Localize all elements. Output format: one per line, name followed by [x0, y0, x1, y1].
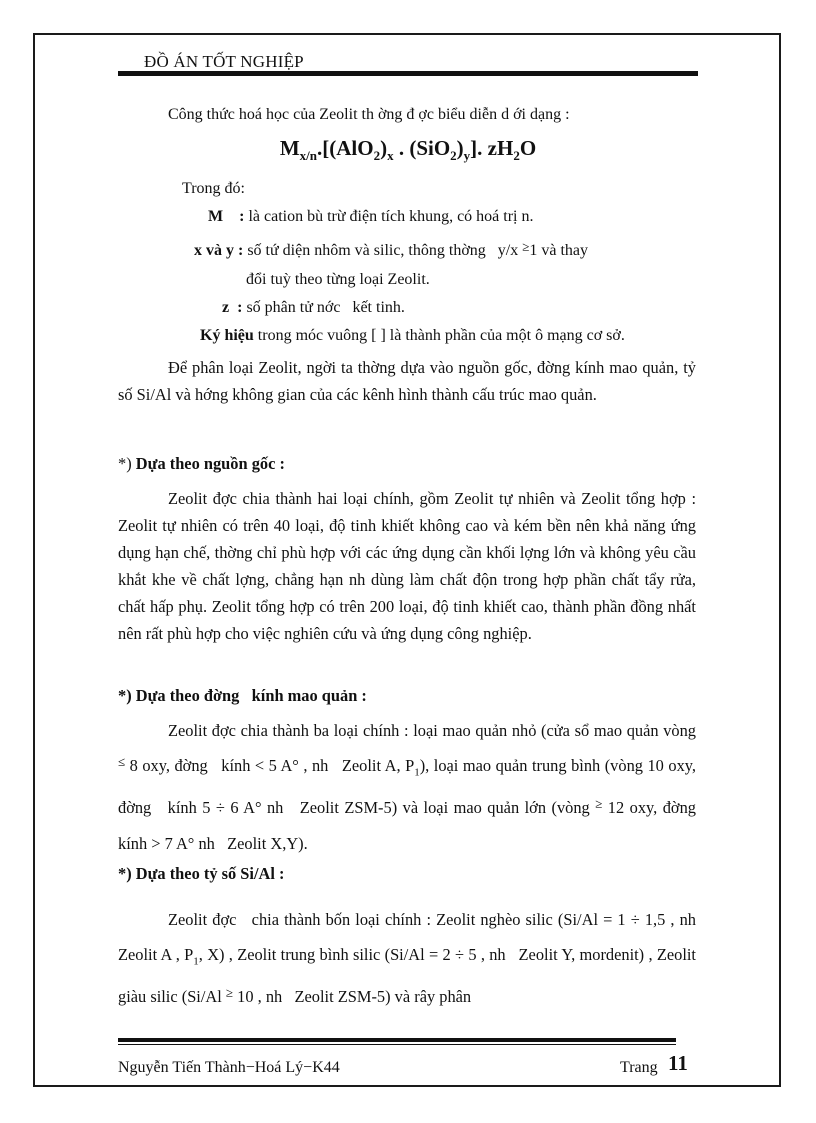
pore-text-c: ), loại mao quản trung bình (vòng 10 oxy, đờng kính 5 ÷ 6 A° nh Zeolit ZSM-5) và loại mao quản lớn (vòng [118, 756, 701, 818]
ratio-ge-symbol: ≥ [225, 985, 234, 1001]
paragraph-classification: Để phân loại Zeolit, ngời ta thờng dựa vào nguồn gốc, đờng kính mao quản, tỷ số Si/Al và hớng không gian của các kênh hình thành cấu trúc mao quản. [118, 358, 696, 404]
formula-part1: .[(AlO [317, 136, 374, 160]
intro-line: Công thức hoá học của Zeolit th ờng đ ợc biểu diễn d ới dạng : [168, 106, 570, 123]
paragraph-origin: Zeolit đợc chia thành hai loại chính, gồm Zeolit tự nhiên và Zeolit tổng hợp : Zeolit tự nhiên có trên 40 loại, độ tinh khiết không cao và kém bền nên khả năng ứng dụng hạn chế, thờng chỉ phù hợp với các ứng dụng cần khối lợng lớn và không yêu cầu khắt khe về chất lợng, chẳng hạn nh dùng làm chất độn trong hợp phần chất tẩy rửa, chất hấp phụ. Zeolit tổng hợp có trên 200 loại, độ tinh khiết cao, thành phần đồng nhất nên rất phù hợp cho việc nghiên cứu và ứng dụng công nghiệp. [118, 489, 696, 643]
formula-part2: ) [380, 136, 388, 160]
section-pore-title: *) Dựa theo đờng kính mao quản : [118, 686, 367, 705]
ratio-text-b: , X) , Zeolit trung bình silic (Si/Al = 2 ÷ 5 , nh Zeolit Y, mordenit) , Zeolit giàu silic (Si/Al [118, 945, 701, 1007]
definition-z-desc: số phân tử nớc kết tinh. [242, 299, 405, 316]
definition-symbol-term: Ký hiệu [200, 327, 254, 344]
section-origin-prefix: *) [118, 454, 136, 473]
definition-xy-term: x và y : [194, 242, 244, 259]
formula-m: M [279, 136, 300, 160]
footer-page-number: 11 [668, 1051, 688, 1075]
section-heading-ratio [118, 864, 284, 884]
paragraph-pore [118, 713, 709, 861]
formula-sub-2c: 2 [513, 148, 520, 164]
definition-m-desc: là cation bù trừ điện tích khung, có hoá trị n. [244, 208, 534, 225]
formula-sub-2a: 2 [373, 148, 381, 164]
section-ratio-title: *) Dựa theo tỷ số Si/Al : [118, 864, 285, 883]
formula-sub-y: y [463, 148, 471, 164]
definition-symbol-desc: trong móc vuông [ ] là thành phần của một ô mạng cơ sở. [253, 327, 625, 344]
formula-sub-x: x [387, 148, 394, 164]
definition-symbol [200, 326, 625, 346]
pore-ge-symbol: ≥ [595, 796, 603, 812]
definition-m-term: M : [208, 208, 245, 225]
formula-sub-m: x/n [299, 148, 317, 164]
definition-z-term: z : [222, 299, 243, 316]
paragraph-ratio [118, 902, 709, 1015]
definition-xy-continuation: đổi tuỳ theo từng loại Zeolit. [246, 271, 430, 288]
formula-part4: ) [456, 136, 464, 160]
definition-xy-desc2: 1 và thay [529, 242, 589, 259]
where-label: Trong đó: [182, 180, 245, 197]
formula-sub-2b: 2 [450, 148, 457, 164]
formula [0, 136, 816, 164]
formula-part3: . (SiO [393, 136, 451, 160]
ratio-text-c: 10 , nh Zeolit ZSM-5) và rây phân [233, 987, 472, 1007]
footer-rule-thick [118, 1038, 676, 1042]
ratio-text-a: Zeolit đợc chia thành bốn loại chính : Zeolit nghèo silic (Si/Al = 1 ÷ 1,5 , nh Zeolit A , P [118, 910, 709, 964]
pore-le-symbol: ≤ [118, 754, 126, 769]
pore-text-d: 12 oxy, đờng kính > 7 A° nh Zeolit X,Y). [118, 798, 709, 854]
definition-m [208, 207, 533, 227]
footer-page-label: Trang [620, 1059, 658, 1076]
footer-author: Nguyễn Tiến Thành−Hoá Lý−K44 [118, 1059, 340, 1076]
definition-xy-desc: số tứ diện nhôm và silic, thông thờng y/x [243, 242, 523, 259]
pore-text-b: 8 oxy, đờng kính < 5 A° , nh Zeolit A, P [125, 756, 415, 775]
pore-sub-1: 1 [414, 766, 420, 779]
formula-part5: ]. zH [470, 136, 514, 160]
section-heading-pore [118, 686, 367, 706]
definition-z [222, 298, 405, 318]
header-rule-thick [118, 72, 698, 76]
definition-xy-symbol: ≥ [522, 239, 530, 254]
section-origin-title: Dựa theo nguồn gốc : [135, 454, 285, 473]
ratio-sub-1: 1 [193, 955, 199, 968]
header-title: ĐỒ ÁN TỐT NGHIỆP [144, 52, 304, 71]
definition-xy [194, 241, 588, 261]
footer-rule-thin [118, 1044, 676, 1045]
section-heading-origin [118, 454, 285, 474]
formula-part6: O [519, 136, 537, 160]
pore-text-a: Zeolit đợc chia thành ba loại chính : loại mao quản nhỏ (cửa sổ mao quản vòng [168, 721, 696, 740]
